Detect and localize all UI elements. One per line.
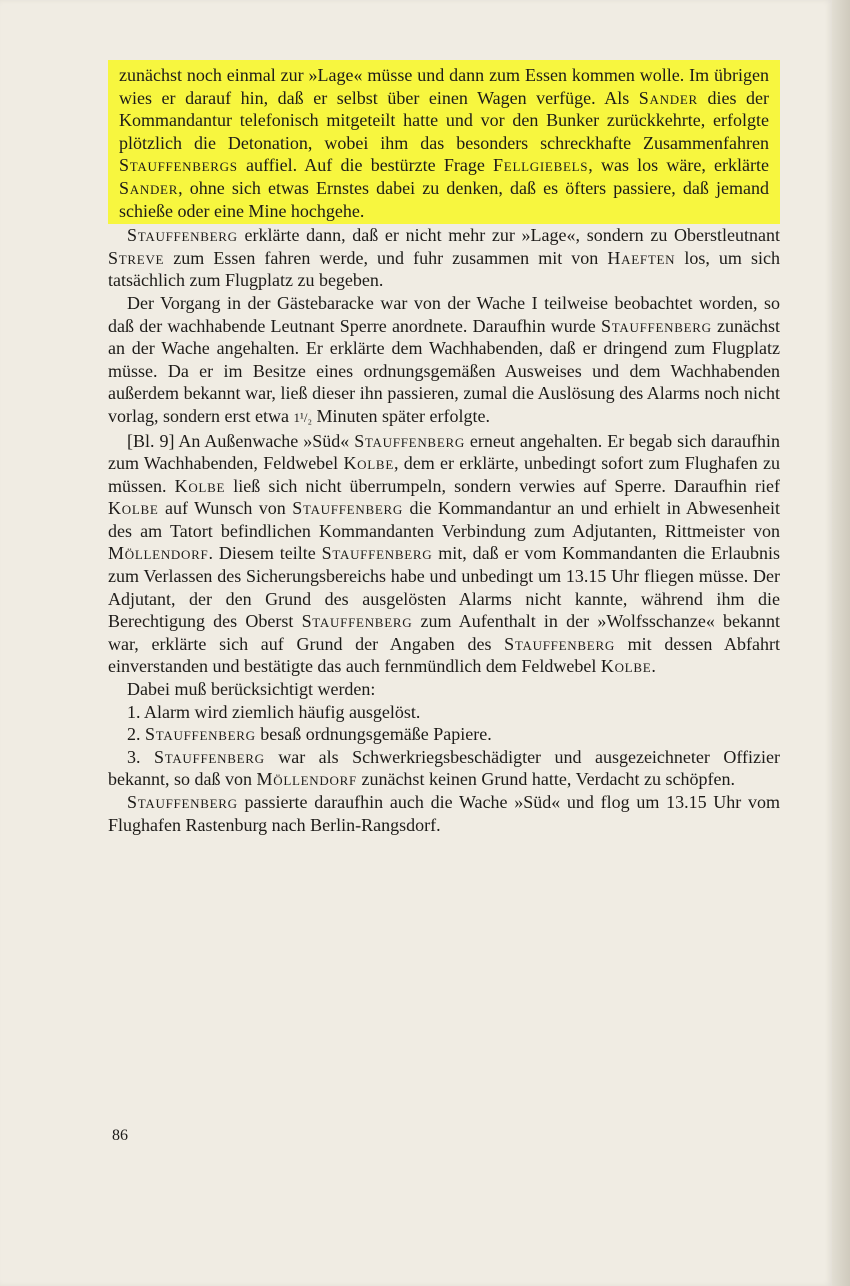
name-stauffenberg: Stauffenberg [127,225,238,246]
name-kolbe: Kolbe [174,475,226,496]
paragraph [108,430,780,679]
paragraph [108,292,780,430]
name-kolbe: Kolbe [108,498,159,519]
name-stauffenberg: Stauffenberg [127,792,238,812]
name-stauffenberg: Stauffenberg [153,746,265,767]
text-run: zunächst an der Wache angehalten. Er erklärte dem Wachhabenden, daß er dringend zum Flugplatz müsse. Da er im Besitze eines ordnungsgemäßen Ausweises und dem Wachhabenden außerdem bekannt war, ließ dieser ihn passieren, zumal die Auslösung des Alarms noch nicht vorlag, sondern erst etwa [108,315,780,426]
text-run: los, um sich tatsächlich zum Flugplatz zu begeben. [108,247,780,291]
body-text [108,60,780,836]
text-run: passierte daraufhin auch die Wache »Süd« und flog um 13.15 Uhr vom Flughafen Rastenburg nach Berlin-Rangsdorf. [108,792,780,835]
text-run: [Bl. 9] An Außenwache »Süd« [127,430,355,451]
name-stauffenberg: Stauffenberg [292,498,404,519]
list-item [108,746,780,791]
name-kolbe: Kolbe [600,656,652,677]
text-run: , ohne sich etwas Ernstes dabei zu denken, daß es öfters passiere, daß jemand schieße oder eine Mine hochgehe. [119,177,769,221]
text-run: zum Aufenthalt in der »Wolfsschanze« bekannt war, erklärte sich auf Grund der Angaben des [108,611,781,654]
text-run: Dabei muß berücksichtigt werden: [127,679,376,700]
text-run: mit dessen Abfahrt einverstanden und bestätigte das auch fernmündlich dem Feldwebel [108,633,780,677]
text-run: auf Wunsch von [158,498,293,519]
name-streve: Streve [108,247,165,268]
text-run: Minuten später erfolgte. [312,405,490,426]
name-moellendorf: Möllendorf [256,769,357,790]
highlighted-paragraph[interactable] [108,60,780,224]
page-edge [832,0,850,1286]
name-moellendorf: Möllendorf [108,543,209,564]
list-item [108,723,780,746]
text-run: mit, daß er vom Kommandanten die Erlaubnis zum Verlassen des Sicherungsbereichs habe und unbedingt um 13.15 Uhr fliegen müsse. Der Adjutant, der den Grund des ausgelösten Alarms nicht kannte, während ihm die Berechtigung des Oberst [108,543,781,632]
text-run: . Diesem teilte [208,543,322,564]
paragraph [108,224,780,292]
name-stauffenberg: Stauffenberg [504,633,615,654]
paragraph [108,791,780,836]
name-kolbe: Kolbe [343,453,394,474]
name-stauffenberg: Stauffenberg [301,611,413,632]
name-sander: Sander [119,177,179,198]
name-haeften: Haeften [607,247,676,268]
text-run: , was los wäre, erklärte [588,155,769,176]
text-run: zunächst noch einmal zur »Lage« müsse und dann zum Essen kommen wolle. Im übrigen wies er darauf hin, daß er selbst über einen Wagen verfüge. Als [119,65,769,108]
text-run: war als Schwerkriegsbeschädigter und ausgezeichneter Offizier bekannt, so daß von [108,746,780,790]
name-stauffenberg: Stauffenbergs [119,155,238,176]
text-run: erneut angehalten. Er begab sich daraufhin zum Wachhabenden, Feldwebel [108,430,780,474]
list-item [108,701,780,724]
text-run: ließ sich nicht überrumpeln, sondern verwies auf Sperre. Daraufhin rief [225,475,780,496]
paragraph [108,678,780,701]
text-run: Der Vorgang in der Gästebaracke war von der Wache I teilweise beobachtet worden, so daß der wachhabende Leutnant Sperre anordnete. Daraufhin wurde [108,292,780,336]
text-run: zunächst keinen Grund hatte, Verdacht zu schöpfen. [356,769,736,790]
text-run: dies der Kommandantur telefonisch mitgeteilt hatte und vor den Bunker zurückkehrte, erfolgte plötzlich die Detonation, wobei ihm das besonders schreckhafte Zusammenfahren [119,87,770,153]
text-run: 3. [127,746,154,767]
text-run: 1. Alarm wird ziemlich häufig ausgelöst. [127,701,421,722]
name-stauffenberg: Stauffenberg [321,543,433,564]
text-run: besaß ordnungsgemäße Papiere. [255,724,492,745]
text-run: die Kommandantur an und erhielt in Abwesenheit des am Tatort befindlichen Kommandanten Verbindung zum Adjutanten, Rittmeister von [108,498,780,541]
text-run: erklärte dann, daß er nicht mehr zur »Lage«, sondern zu Oberstleutnant [237,225,780,246]
name-stauffenberg: Stauffenberg [145,724,256,745]
text-run: . [651,656,656,677]
fraction: 1¹/₂ [293,409,312,425]
page-number: 86 [112,1127,128,1144]
name-stauffenberg: Stauffenberg [601,315,712,336]
text-run: auffiel. Auf die bestürzte Frage [237,155,494,176]
text-run: 2. [127,724,145,745]
name-sander: Sander [638,87,698,108]
text-run: zum Essen fahren werde, und fuhr zusammen mit von [164,247,608,268]
name-stauffenberg: Stauffenberg [354,430,465,451]
name-fellgiebel: Fellgiebels [493,155,589,176]
text-run: , dem er erklärte, unbedingt sofort zum Flughafen zu müssen. [108,453,780,496]
